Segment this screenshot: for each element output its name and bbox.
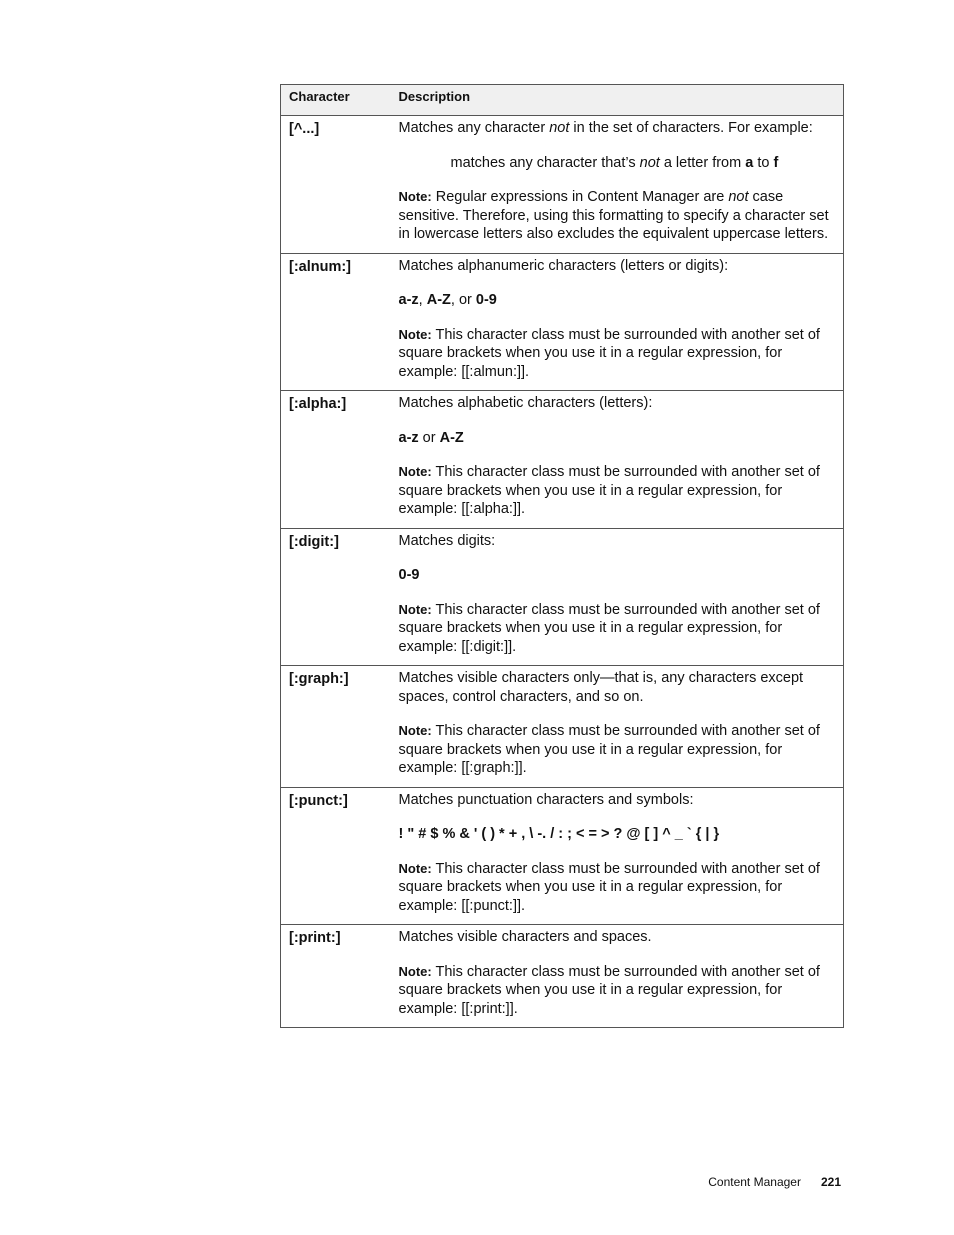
example-text: ! " # $ % & ' ( ) * + , \ -. / : ; < = > ? @ [ ] ^ _ ` { | } [398,826,720,842]
header-character: Character [281,85,391,116]
table-row [281,116,844,254]
footer-title: Content Manager [708,1175,801,1189]
character-cell: [:alpha:] [281,391,391,529]
character-cell: [:punct:] [281,787,391,925]
example-text: 0-9 [398,567,420,583]
character-class-table [280,84,844,1028]
description-text: Matches any character not in the set of characters. For example: [398,120,813,136]
note-text: Note: This character class must be surrounded with another set of square brackets when you use it in a regular expression, for example: [[:almun:]]. [398,326,820,380]
character-cell: [:graph:] [281,666,391,788]
page-footer [708,1175,841,1189]
table-row [281,666,844,788]
description-cell [391,528,844,666]
character-cell: [:alnum:] [281,253,391,391]
description-cell [391,253,844,391]
header-description: Description [391,85,844,116]
table-header-row [281,85,844,116]
description-text: Matches digits: [398,532,496,549]
description-cell [391,666,844,788]
description-cell [391,116,844,254]
description-cell [391,787,844,925]
character-cell: [:print:] [281,925,391,1028]
table-row [281,925,844,1028]
description-text: Matches alphanumeric characters (letters or digits): [398,257,729,274]
example-text: matches any character that’s not a letter from a to f [450,154,779,171]
table-row [281,787,844,925]
description-text: Matches punctuation characters and symbols: [398,791,694,808]
character-cell: [^...] [281,116,391,254]
table-row [281,253,844,391]
note-text: Note: This character class must be surrounded with another set of square brackets when you use it in a regular expression, for example: [[:graph:]]. [398,723,820,776]
character-cell: [:digit:] [281,528,391,666]
example-text: a-z or A-Z [398,429,464,446]
page-number: 221 [820,1175,841,1189]
note-text: Note: This character class must be surrounded with another set of square brackets when you use it in a regular expression, for example: [[:digit:]]. [398,601,820,655]
description-text: Matches visible characters and spaces. [398,929,652,945]
example-text: a-z, A-Z, or 0-9 [398,292,497,308]
table-row [281,391,844,529]
description-text: Matches visible characters only—that is, any characters except spaces, control characters, and so on. [398,670,804,705]
note-text: Note: This character class must be surrounded with another set of square brackets when you use it in a regular expression, for example: [[:print:]]. [398,963,820,1017]
description-text: Matches alphabetic characters (letters): [398,395,653,411]
note-text: Note: This character class must be surrounded with another set of square brackets when you use it in a regular expression, for example: [[:punct:]]. [398,860,820,914]
description-cell [391,925,844,1028]
description-cell [391,391,844,529]
table-row [281,528,844,666]
note-text: Note: Regular expressions in Content Manager are not case sensitive. Therefore, using this formatting to specify a character set in lowercase letters also excludes the equivalent uppercase letters. [398,189,829,242]
note-text: Note: This character class must be surrounded with another set of square brackets when you use it in a regular expression, for example: [[:alpha:]]. [398,464,820,517]
